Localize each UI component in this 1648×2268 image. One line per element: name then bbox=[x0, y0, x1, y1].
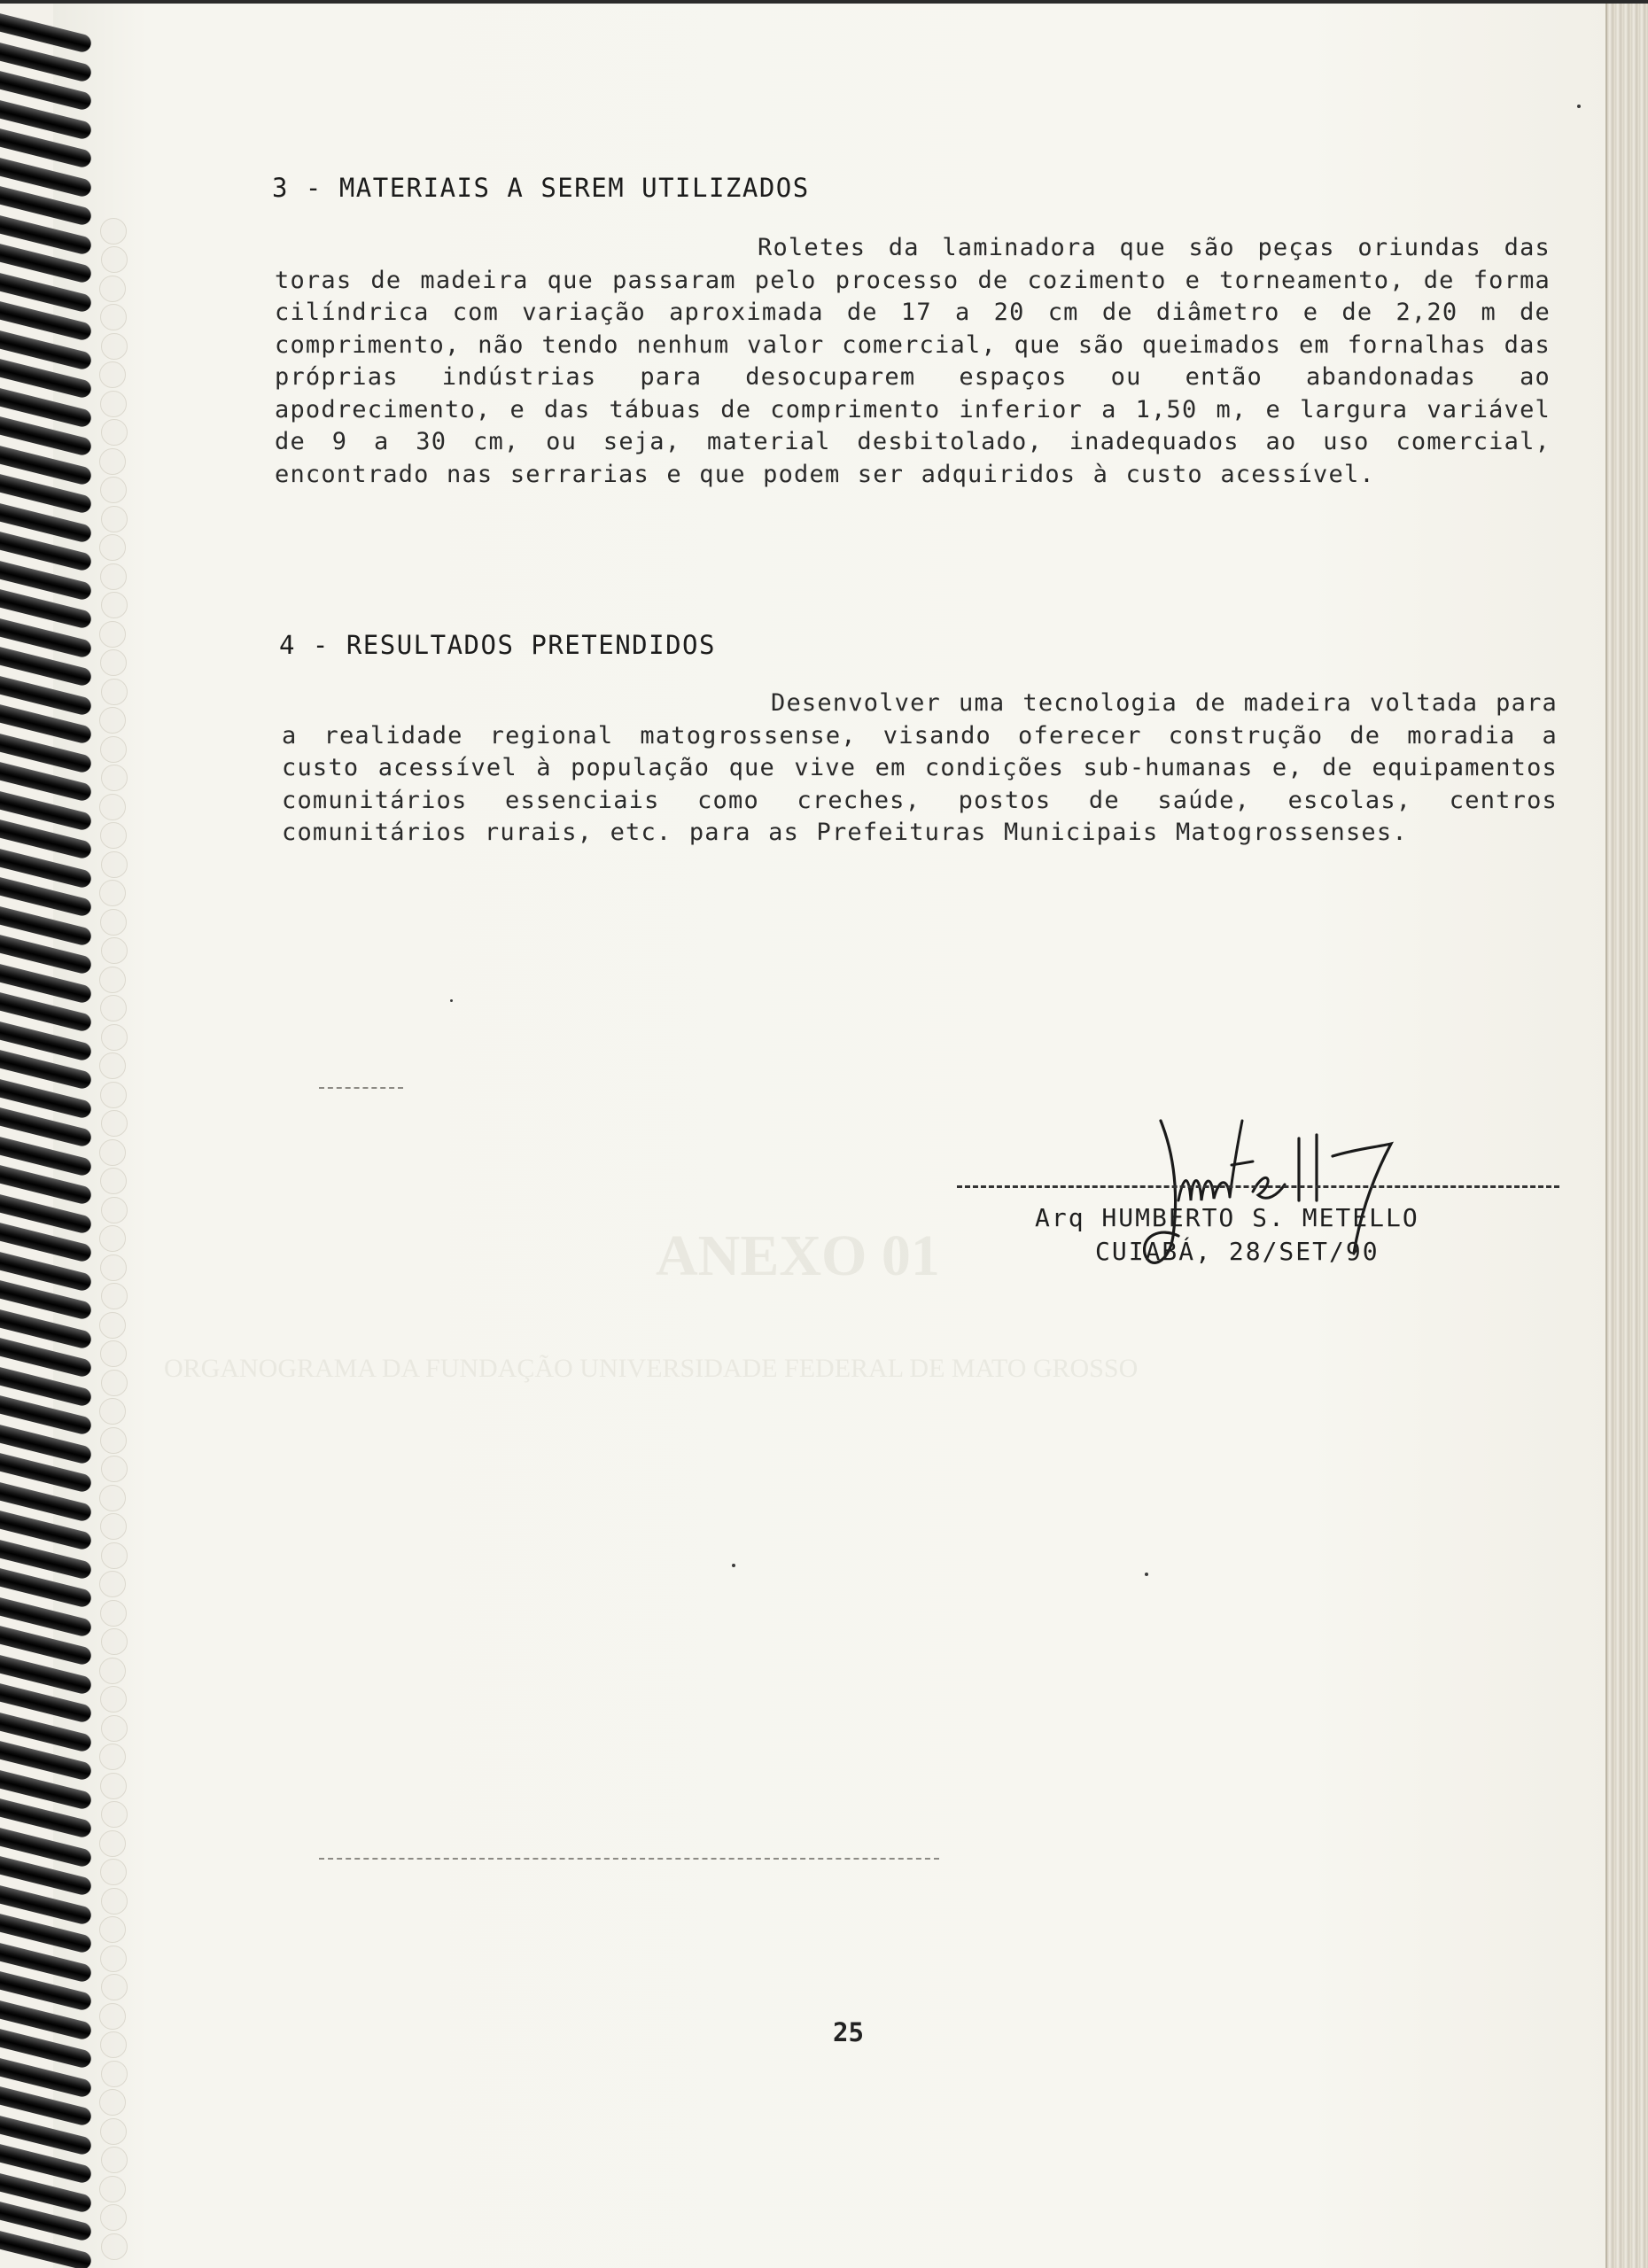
ink-speck bbox=[450, 999, 453, 1002]
section-3-text: Roletes da laminadora que são peças oriundas das toras de madeira que passaram pelo processo de cozimento e torneamento, de forma cilíndrica com variação aproximada de 17 a 20 cm de diâmetro e de 2,20 m de comprimento, não tendo nenhum valor comercial, que são queimados em fornalhas das próprias indústrias para desocuparem espaços ou então abandonadas ao apodrecimento, e das tábuas de comprimento inferior a 1,50 m, e largura variável de 9 a 30 cm, ou seja, material desbitolado, inadequados ao uso comercial, encontrado nas serrarias e que podem ser adquiridos à custo acessível. bbox=[275, 234, 1551, 488]
signatory-name: Arq HUMBERTO S. METELLO bbox=[1035, 1203, 1419, 1232]
scan-artifact-line bbox=[319, 1087, 403, 1089]
bleed-through-title: ANEXO 01 bbox=[656, 1223, 940, 1288]
scan-artifact-line bbox=[319, 1858, 939, 1860]
signature-line bbox=[957, 1185, 1559, 1188]
ink-speck bbox=[1145, 1573, 1148, 1576]
ink-speck bbox=[732, 1564, 735, 1567]
ink-speck bbox=[1577, 105, 1581, 108]
bleed-through-subtitle: ORGANOGRAMA DA FUNDAÇÃO UNIVERSIDADE FEDERAL DE MATO GROSSO bbox=[164, 1354, 1139, 1383]
page-number: 25 bbox=[833, 2017, 864, 2047]
section-4-heading: 4 - RESULTADOS PRETENDIDOS bbox=[279, 630, 716, 660]
section-3-paragraph bbox=[275, 232, 1551, 491]
place-and-date: CUIABÁ, 28/SET/90 bbox=[1095, 1237, 1380, 1266]
section-4-text: Desenvolver uma tecnologia de madeira voltada para a realidade regional matogrossense, visando oferecer construção de moradia a custo acessível à população que vive em condições sub-humanas e, de equipamentos comunitários essenciais como creches, postos de saúde, escolas, centros comunitários rurais, etc. para as Prefeituras Municipais Matogrossenses. bbox=[282, 689, 1558, 846]
section-4-paragraph bbox=[282, 687, 1558, 850]
section-3-heading: 3 - MATERIAIS A SEREM UTILIZADOS bbox=[272, 173, 810, 203]
